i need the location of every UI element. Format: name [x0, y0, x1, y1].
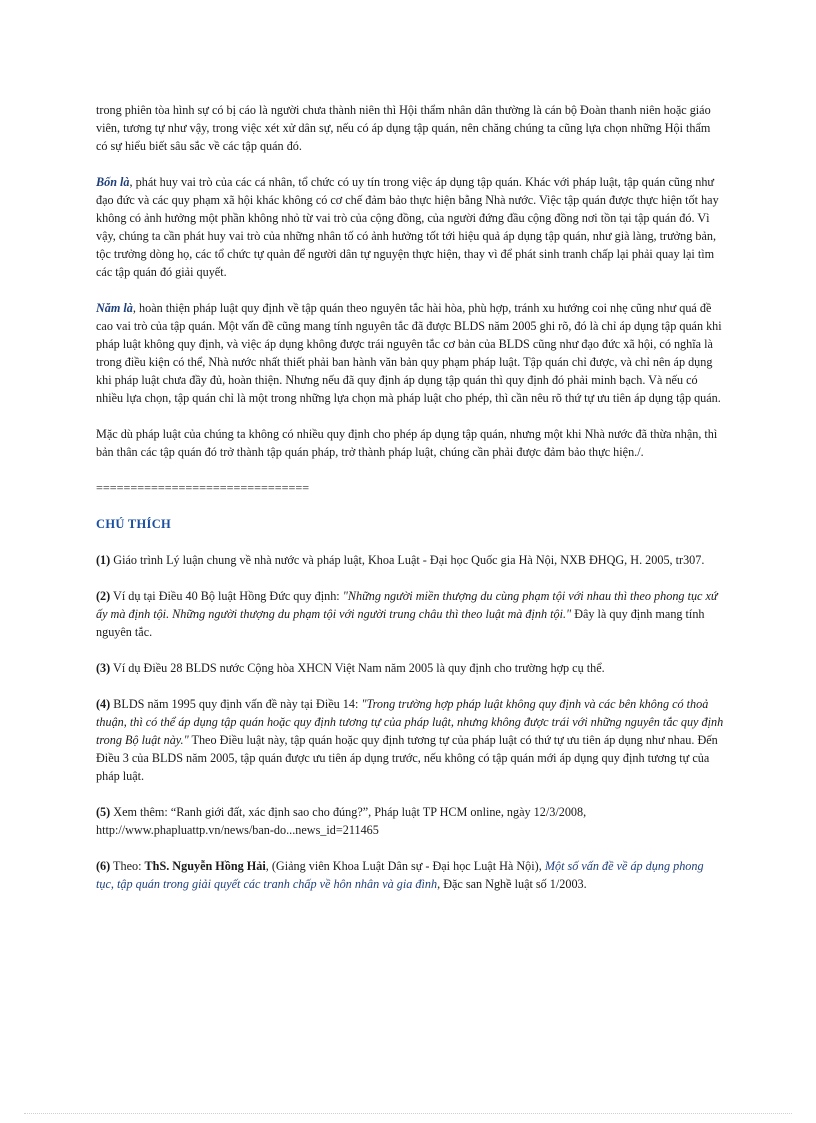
- note-text: Theo Điều luật này, tập quán hoặc quy định tương tự của pháp luật có thứ tự ưu tiên áp dụng như nhau. Đến Điều 3 của BLDS năm 2005, tập quán được ưu tiên áp dụng trước, nếu không có tập quán mới áp dụng quy định tương tự của pháp luật.: [96, 733, 718, 783]
- note-text: Giáo trình Lý luận chung về nhà nước và pháp luật, Khoa Luật - Đại học Quốc gia Hà Nội, NXB ĐHQG, H. 2005, tr307.: [110, 553, 705, 567]
- paragraph-lead: Năm là: [96, 301, 133, 315]
- note-text: , Đặc san Nghề luật số 1/2003.: [437, 877, 587, 891]
- note-3: [96, 659, 724, 677]
- note-number: (1): [96, 553, 111, 567]
- paragraph-conclusion: Mặc dù pháp luật của chúng ta không có nhiều quy định cho phép áp dụng tập quán, nhưng một khi Nhà nước đã thừa nhận, thì bản thân các tập quán đó trở thành tập quán pháp, trở thành pháp luật, chúng cần phải được đảm bảo thực hiện./.: [96, 427, 718, 459]
- note-text: BLDS năm 1995 quy định vấn đề này tại Điều 14:: [110, 697, 362, 711]
- note-6: [96, 857, 724, 893]
- note-2: [96, 587, 724, 641]
- note-number: (3): [96, 661, 111, 675]
- page-bottom-border: [24, 1113, 792, 1114]
- note-number: (2): [96, 589, 111, 603]
- article-title-link[interactable]: Một số vấn đề về áp dụng phong tục, tập quán trong giải quyết các tranh chấp về hôn nhân và gia đình: [96, 859, 704, 891]
- paragraph-fourth: [96, 173, 724, 281]
- document-body: [96, 101, 724, 893]
- note-number: (4): [96, 697, 111, 711]
- paragraph-lead: Bốn là: [96, 175, 130, 189]
- author-name: ThS. Nguyễn Hồng Hải: [144, 859, 266, 873]
- separator-line: ===============================: [96, 481, 310, 495]
- notes-heading: CHÚ THÍCH: [96, 517, 172, 531]
- note-quote: "Trong trường hợp pháp luật không quy định và các bên không có thoả thuận, thì có thể áp dụng tập quán hoặc quy định tương tự của pháp luật, nhưng không được trái với những nguyên tắc quy định trong Bộ luật này.": [96, 697, 724, 747]
- note-text: Ví dụ tại Điều 40 Bộ luật Hồng Đức quy định:: [110, 589, 343, 603]
- note-5: [96, 803, 724, 839]
- note-number: (5): [96, 805, 111, 819]
- note-text: Đây là quy định mang tính nguyên tắc.: [96, 607, 705, 639]
- note-number: (6): [96, 859, 111, 873]
- note-1: [96, 551, 724, 569]
- paragraph-fifth: [96, 299, 724, 407]
- paragraph-text: , phát huy vai trò của các cá nhân, tổ chức có uy tín trong việc áp dụng tập quán. Khác với pháp luật, tập quán cũng như đạo đức và các quy phạm xã hội khác không có cơ chế đảm bảo thực hiện bằng Nhà nước. Việc tập quán được thực hiện tốt hay không có ảnh hưởng một phần không nhỏ từ vai trò của cộng đồng, của người đứng đầu cộng đồng nơi tồn tại tập quán đó. Vì vậy, chúng ta cần phát huy vai trò của những nhân tố có ảnh hưởng tốt tới hiệu quả áp dụng tập quán, như già làng, trưởng bản, tộc trưởng dòng họ, các tổ chức tự quản để người dân tự nguyện thực hiện, thay vì để phát sinh tranh chấp lại phải quay lại tìm các tập quán đó giải quyết.: [96, 175, 719, 279]
- note-text: Ví dụ Điều 28 BLDS nước Cộng hòa XHCN Việt Nam năm 2005 là quy định cho trường hợp cụ thể.: [110, 661, 605, 675]
- paragraph-intro: trong phiên tòa hình sự có bị cáo là người chưa thành niên thì Hội thẩm nhân dân thường là cán bộ Đoàn thanh niên hoặc giáo viên, tương tự như vậy, trong việc xét xử dân sự, nếu có áp dụng tập quán, nên chăng chúng ta cũng lựa chọn những Hội thẩm có sự hiểu biết sâu sắc về các tập quán đó.: [96, 103, 711, 153]
- note-text: Xem thêm: “Ranh giới đất, xác định sao cho đúng?”, Pháp luật TP HCM online, ngày 12/3/2008,: [110, 805, 587, 819]
- paragraph-text: , hoàn thiện pháp luật quy định về tập quán theo nguyên tắc hài hòa, phù hợp, tránh xu hướng coi nhẹ cũng như quá đề cao vai trò của tập quán. Một vấn đề cũng mang tính nguyên tắc đã được BLDS năm 2005 ghi rõ, đó là chỉ áp dụng tập quán khi pháp luật không quy định, và việc áp dụng không được trái nguyên tắc cơ bản của BLDS cũng như đạo đức xã hội, có nghĩa là trong điều kiện có thể, Nhà nước nhất thiết phải ban hành văn bản quy phạm pháp luật. Tập quán chỉ được, và chỉ nên áp dụng khi pháp luật chưa đầy đủ, hoàn thiện. Nhưng nếu đã quy định áp dụng tập quán thì quy định đó phải minh bạch. Và nếu có nhiều lựa chọn, tập quán chỉ là một trong những lựa chọn mà pháp luật cho phép, thì cần nêu rõ thứ tự ưu tiên áp dụng tập quán.: [96, 301, 722, 405]
- note-4: [96, 695, 724, 785]
- note-text: , (Giảng viên Khoa Luật Dân sự - Đại học Luật Hà Nội),: [265, 859, 545, 873]
- note-quote: "Những người miền thượng du cùng phạm tội với nhau thì theo phong tục xứ ấy mà định tội. Những người thượng du phạm tội với người trung châu thì theo luật mà định tội.": [96, 589, 718, 621]
- note-text: Theo:: [110, 859, 145, 873]
- source-link[interactable]: http://www.phapluattp.vn/news/ban-do...news_id=211465: [96, 823, 379, 837]
